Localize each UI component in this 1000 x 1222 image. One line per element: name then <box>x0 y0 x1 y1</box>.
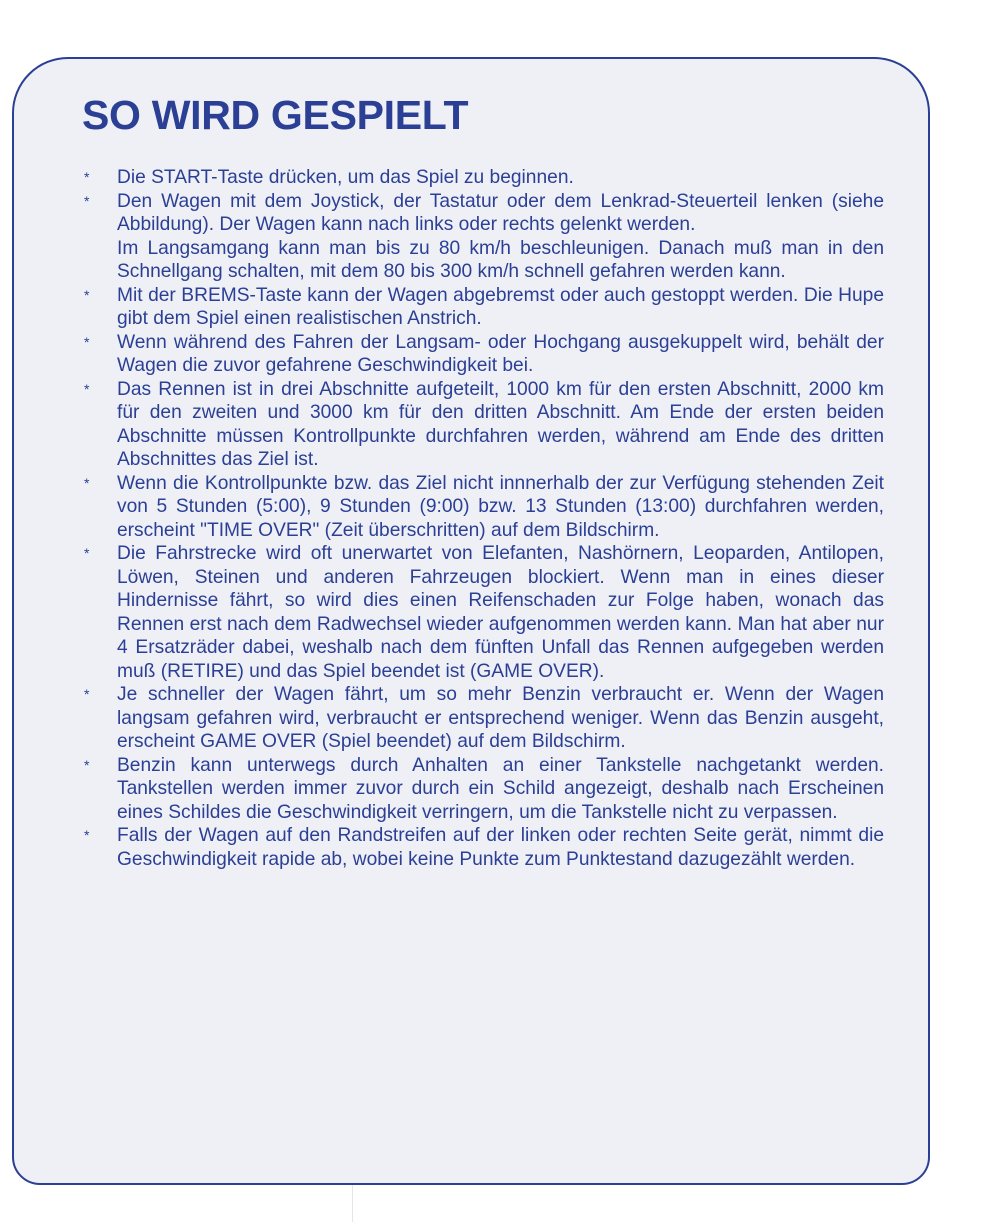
rule-item <box>84 824 884 871</box>
rule-text: Das Rennen ist in drei Abschnitte aufgeteilt, 1000 km für den ersten Abschnitt, 2000 km für den zweiten und 3000 km für den dritten Abschnitt. Am Ende der ersten beiden Abschnitte müssen Kontrollpunkte durchfahren werden, während am Ende des dritten Abschnittes das Ziel ist. <box>117 378 884 470</box>
rule-item <box>84 542 884 683</box>
rule-text: Wenn während des Fahren der Langsam- oder Hochgang ausgekuppelt wird, behält der Wagen die zuvor gefahrene Geschwindigkeit bei. <box>117 331 884 376</box>
rule-item <box>84 683 884 754</box>
rule-text: Den Wagen mit dem Joystick, der Tastatur oder dem Lenkrad-Steuerteil lenken (siehe Abbildung). Der Wagen kann nach links oder rechts gelenkt werden. <box>117 190 884 235</box>
rules-list <box>84 166 884 871</box>
rule-text: Die Fahrstrecke wird oft unerwartet von Elefanten, Nashörnern, Leoparden, Antilopen, Löwen, Steinen und anderen Fahrzeugen blockiert. Wenn man in eines dieser Hindernisse fährt, so wird dies einen Reifenschaden zur Folge haben, wonach das Rennen erst nach dem Radwechsel wieder aufgenommen werden kann. Man hat aber nur 4 Ersatzräder dabei, weshalb nach dem fünften Unfall das Rennen aufgegeben werden muß (RETIRE) und das Spiel beendet ist (GAME OVER). <box>117 543 884 682</box>
bullet-icon: * <box>84 380 90 397</box>
rule-text: Im Langsamgang kann man bis zu 80 km/h beschleunigen. Danach muß man in den Schnellgang schalten, mit dem 80 bis 300 km/h schnell gefahren werden kann. <box>117 237 884 282</box>
rule-item <box>84 166 884 190</box>
bullet-icon: * <box>84 686 90 702</box>
bullet-icon: * <box>84 169 90 185</box>
rule-text: Benzin kann unterwegs durch Anhalten an einer Tankstelle nachgetankt werden. Tankstellen werden immer zuvor durch ein Schild angezeigt, deshalb nach Erscheinen eines Schildes die Geschwindigkeit verringern, um die Tankstelle nicht zu verpassen. <box>117 754 884 823</box>
section-title: SO WIRD GESPIELT <box>82 92 469 138</box>
bullet-icon: * <box>84 474 90 491</box>
bullet-icon: * <box>84 545 90 561</box>
rule-text: Die START-Taste drücken, um das Spiel zu beginnen. <box>117 167 574 188</box>
bullet-icon: * <box>84 827 90 843</box>
rule-item <box>84 754 884 825</box>
rule-text: Je schneller der Wagen fährt, um so mehr Benzin verbraucht er. Wenn der Wagen langsam gefahren wird, verbraucht er entsprechend weniger. Wenn das Benzin ausgeht, erscheint GAME OVER (Spiel beendet) auf dem Bildschirm. <box>117 684 884 752</box>
rule-item <box>84 284 884 331</box>
rule-text: Falls der Wagen auf den Randstreifen auf der linken oder rechten Seite gerät, nimmt die Geschwindigkeit rapide ab, wobei keine Punkte zum Punktestand dazugezählt werden. <box>117 825 884 870</box>
rule-item <box>84 378 884 472</box>
rule-item <box>84 472 884 543</box>
bullet-icon: * <box>84 756 90 773</box>
bullet-icon: * <box>84 286 90 303</box>
rule-text: Mit der BREMS-Taste kann der Wagen abgebremst oder auch gestoppt werden. Die Hupe gibt dem Spiel einen realistischen Anstrich. <box>117 284 884 329</box>
rule-item <box>84 190 884 284</box>
bullet-icon: * <box>84 192 90 209</box>
rule-item <box>84 331 884 378</box>
bullet-icon: * <box>84 333 90 350</box>
rule-text: Wenn die Kontrollpunkte bzw. das Ziel nicht innnerhalb der zur Verfügung stehenden Zeit von 5 Stunden (5:00), 9 Stunden (9:00) bzw. 13 Stunden (13:00) durchfahren werden, erscheint "TIME OVER" (Zeit überschritten) auf dem Bildschirm. <box>117 472 884 541</box>
